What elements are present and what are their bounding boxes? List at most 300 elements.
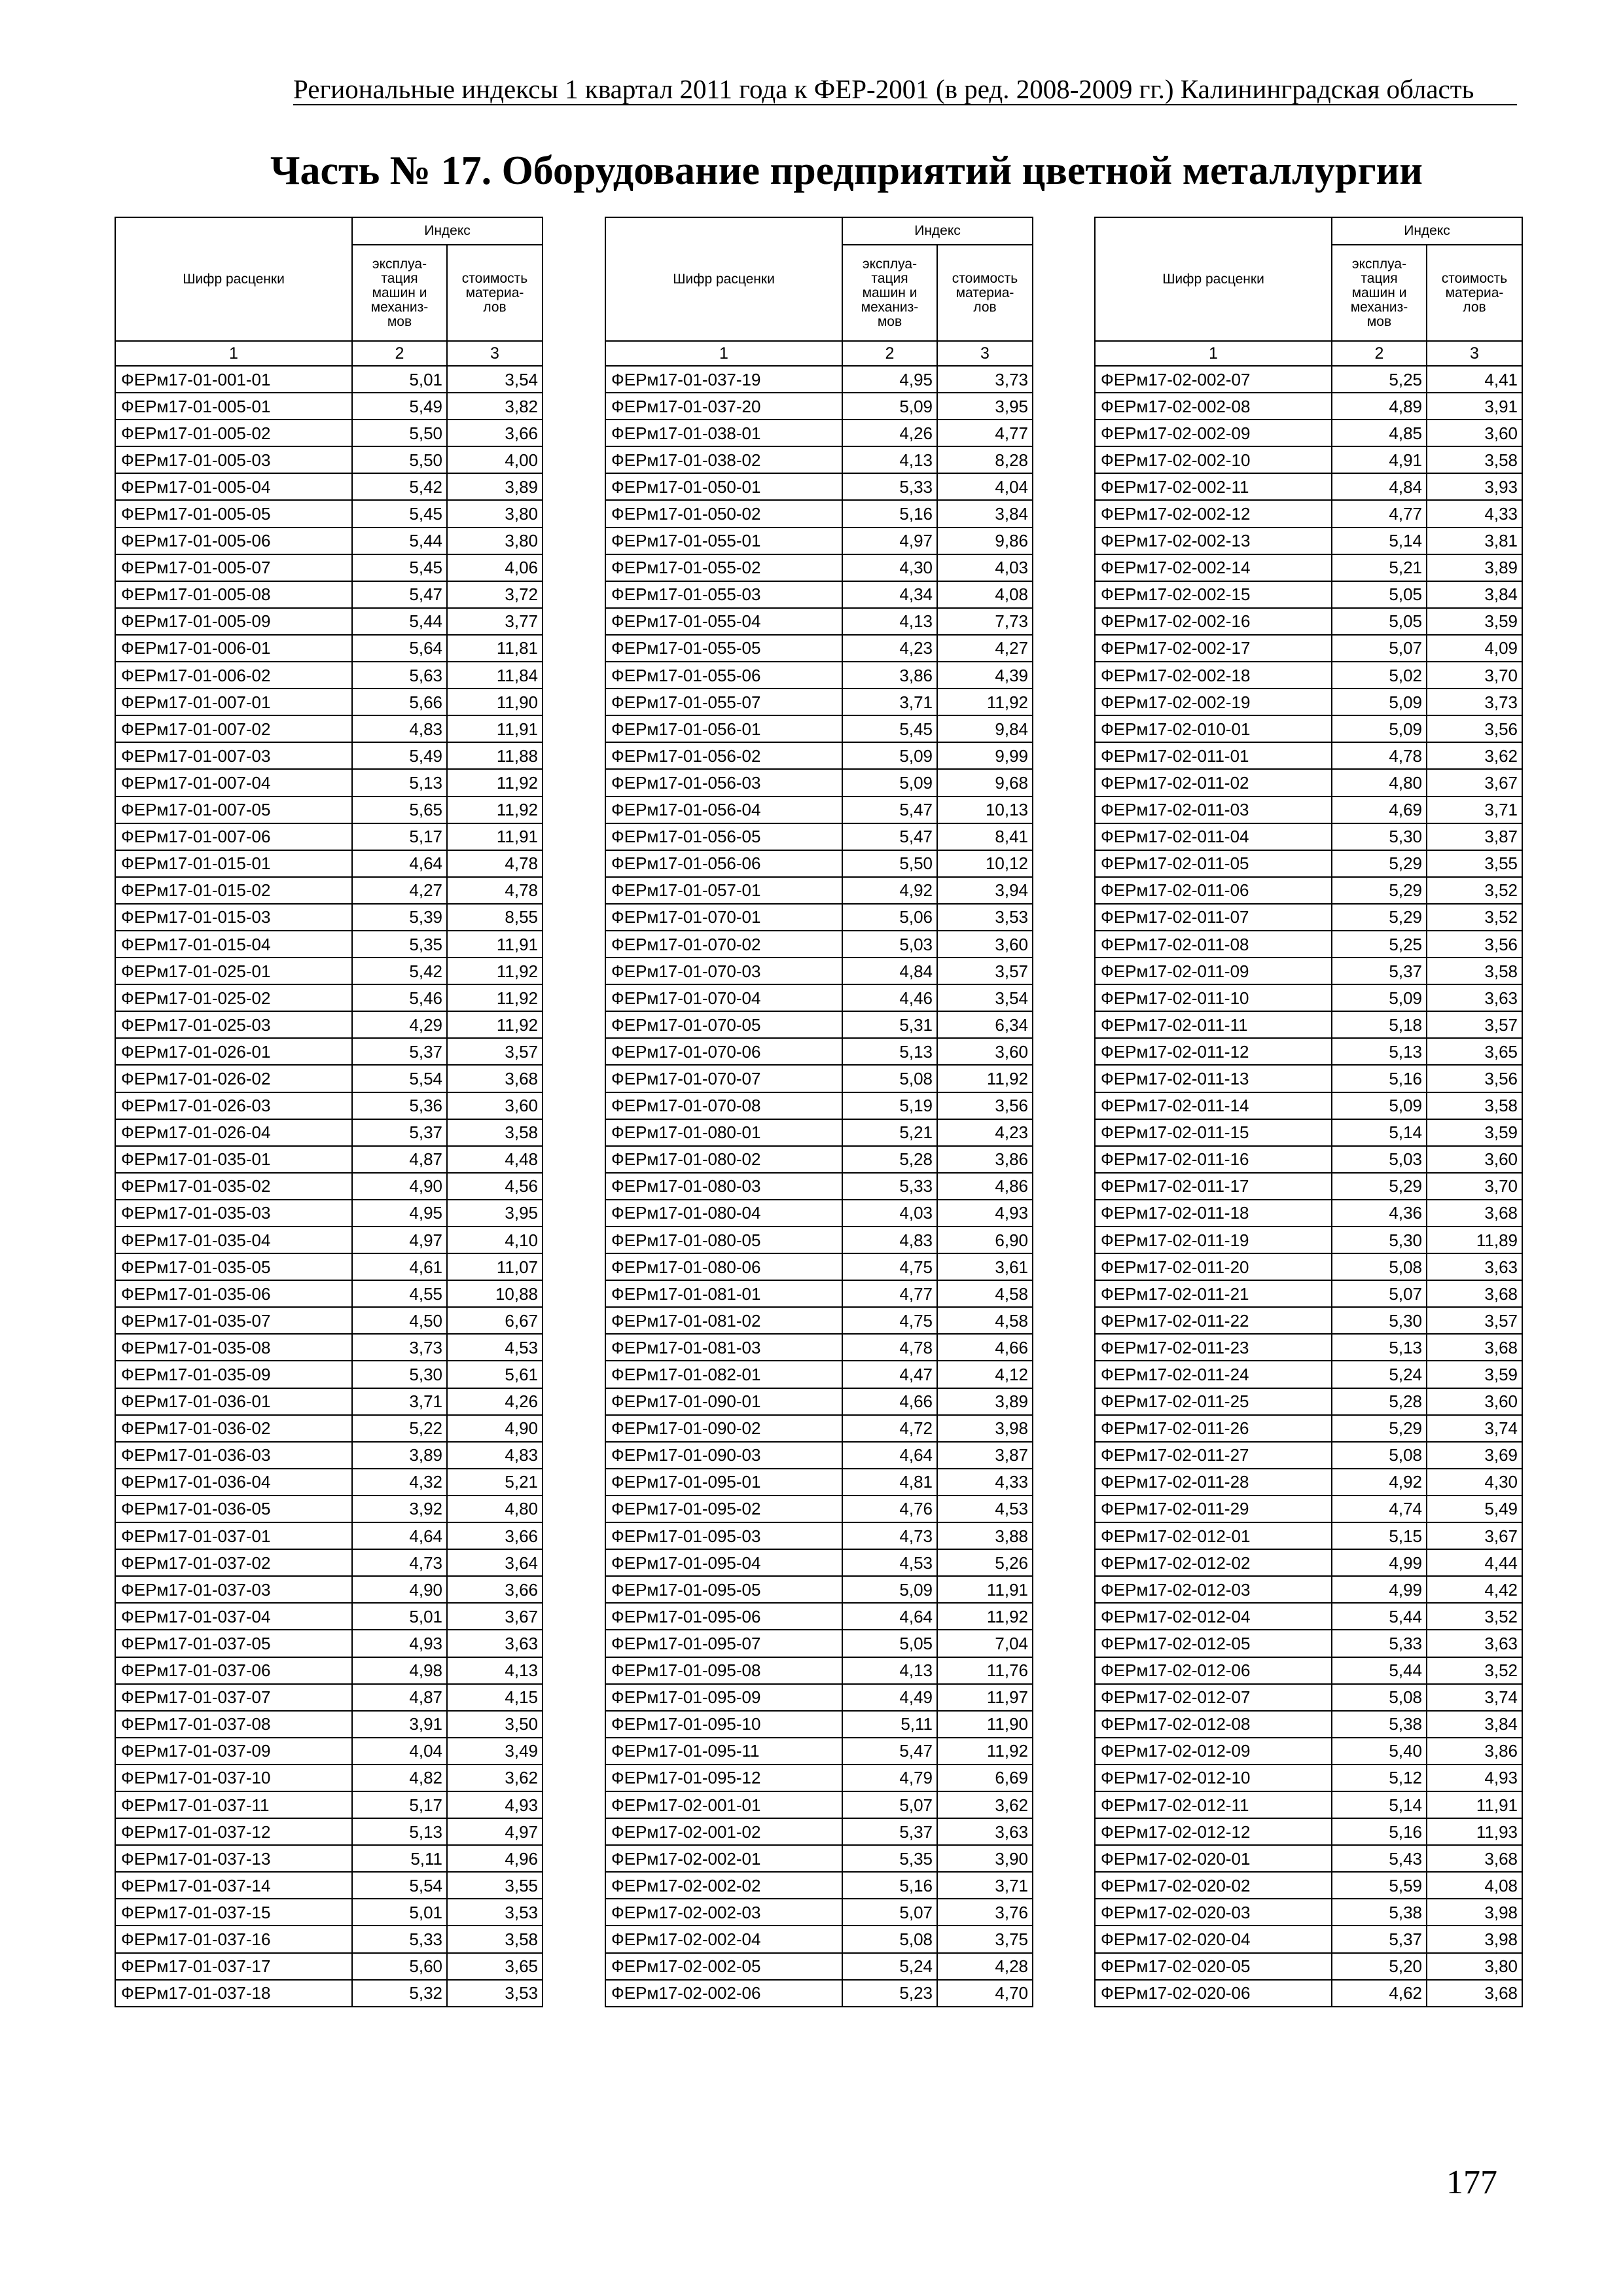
machines-index: 5,47 [352,581,447,608]
rate-code: ФЕРм17-02-002-12 [1095,500,1332,527]
rate-code: ФЕРм17-01-090-01 [605,1388,842,1415]
rate-code: ФЕРм17-02-002-15 [1095,581,1332,608]
materials-index: 3,66 [447,420,543,446]
machines-index: 5,11 [352,1845,447,1872]
rate-code: ФЕРм17-01-005-03 [115,446,352,473]
materials-index: 8,55 [447,904,543,931]
table-row [1095,1899,1522,1926]
rate-code: ФЕРм17-01-095-01 [605,1469,842,1496]
table-row [115,689,543,715]
rate-code: ФЕРм17-02-020-06 [1095,1980,1332,2007]
table-row [115,1173,543,1200]
materials-index: 4,77 [937,420,1033,446]
machines-index: 4,03 [842,1200,937,1227]
materials-index: 3,56 [1427,715,1522,742]
table-row [605,662,1033,689]
materials-index: 9,84 [937,715,1033,742]
machines-index: 5,37 [1332,1926,1427,1952]
machines-index: 5,47 [842,797,937,823]
table-row [1095,715,1522,742]
table-row [115,393,543,420]
machines-index: 5,05 [1332,581,1427,608]
materials-index: 3,57 [447,1038,543,1065]
machines-index: 5,38 [1332,1711,1427,1738]
machines-index: 5,03 [1332,1146,1427,1173]
materials-index: 3,80 [447,500,543,527]
machines-index: 4,81 [842,1469,937,1496]
rate-code: ФЕРм17-01-037-09 [115,1738,352,1765]
machines-index: 5,23 [842,1980,937,2007]
table-row [115,554,543,581]
materials-index: 3,63 [447,1630,543,1657]
machines-index: 5,13 [842,1038,937,1065]
machines-index: 5,37 [1332,958,1427,984]
rate-code: ФЕРм17-01-035-02 [115,1173,352,1200]
machines-index: 5,29 [1332,904,1427,931]
rate-code: ФЕРм17-01-025-02 [115,984,352,1011]
rate-code: ФЕРм17-01-070-02 [605,931,842,958]
machines-index: 5,29 [1332,850,1427,877]
machines-index: 4,78 [842,1334,937,1361]
rate-code: ФЕРм17-02-011-29 [1095,1496,1332,1522]
table-row [115,1092,543,1119]
table-row [115,1630,543,1657]
materials-index: 3,62 [937,1791,1033,1818]
table-row [605,1657,1033,1684]
table-row [115,1845,543,1872]
table-row [605,366,1033,393]
machines-index: 4,34 [842,581,937,608]
materials-index: 3,81 [1427,528,1522,554]
machines-index: 5,40 [1332,1738,1427,1765]
materials-index: 3,58 [1427,446,1522,473]
rate-code: ФЕРм17-02-011-09 [1095,958,1332,984]
table-row [115,1818,543,1845]
rate-code: ФЕРм17-02-002-05 [605,1953,842,1980]
rate-code: ФЕРм17-02-002-01 [605,1845,842,1872]
rate-code: ФЕРм17-02-012-06 [1095,1657,1332,1684]
table-row [605,1845,1033,1872]
table-row [605,1603,1033,1630]
machines-index: 5,66 [352,689,447,715]
materials-index: 3,67 [1427,1522,1522,1549]
table-row [115,608,543,635]
materials-index: 11,07 [447,1253,543,1280]
table-row [115,420,543,446]
machines-index: 5,08 [1332,1253,1427,1280]
table-row [1095,1980,1522,2007]
table-row [605,1496,1033,1522]
rate-code: ФЕРм17-01-037-05 [115,1630,352,1657]
materials-index: 3,52 [1427,877,1522,904]
rate-code: ФЕРм17-01-080-02 [605,1146,842,1173]
machines-index: 5,16 [1332,1818,1427,1845]
rate-code: ФЕРм17-02-012-09 [1095,1738,1332,1765]
machines-index: 4,76 [842,1496,937,1522]
machines-index: 4,79 [842,1765,937,1791]
machines-index: 5,16 [842,1872,937,1899]
materials-index: 8,28 [937,446,1033,473]
rate-code: ФЕРм17-02-011-15 [1095,1119,1332,1146]
rate-code: ФЕРм17-01-095-02 [605,1496,842,1522]
materials-index: 4,42 [1427,1576,1522,1603]
machines-index: 4,78 [1332,742,1427,769]
materials-index: 3,66 [447,1522,543,1549]
materials-index: 4,08 [1427,1872,1522,1899]
machines-index: 4,36 [1332,1200,1427,1227]
rate-code: ФЕРм17-01-007-01 [115,689,352,715]
materials-index: 11,92 [447,769,543,796]
machines-index: 4,84 [842,958,937,984]
materials-index: 3,60 [937,931,1033,958]
rate-code: ФЕРм17-01-037-20 [605,393,842,420]
materials-index: 4,12 [937,1361,1033,1388]
table-row [115,1334,543,1361]
materials-index: 11,92 [447,984,543,1011]
machines-index: 4,83 [352,715,447,742]
machines-index: 4,84 [1332,473,1427,500]
rate-code: ФЕРм17-01-007-04 [115,769,352,796]
rate-code: ФЕРм17-01-056-06 [605,850,842,877]
column-number: 2 [842,341,937,366]
rate-code: ФЕРм17-01-055-03 [605,581,842,608]
rate-code: ФЕРм17-01-055-05 [605,635,842,662]
materials-index: 6,34 [937,1011,1033,1038]
materials-index: 4,41 [1427,366,1522,393]
rate-code: ФЕРм17-01-005-02 [115,420,352,446]
machines-index: 5,54 [352,1065,447,1092]
table-row [605,797,1033,823]
rate-code: ФЕРм17-02-011-17 [1095,1173,1332,1200]
machines-index: 5,03 [842,931,937,958]
machines-index: 5,09 [842,393,937,420]
table-row [605,1711,1033,1738]
table-row [1095,1818,1522,1845]
materials-index: 6,67 [447,1307,543,1334]
materials-index: 3,55 [447,1872,543,1899]
materials-index: 3,68 [1427,1280,1522,1307]
table-row [115,1065,543,1092]
materials-index: 4,96 [447,1845,543,1872]
table-row [115,1603,543,1630]
table-row [115,769,543,796]
machines-index: 5,35 [842,1845,937,1872]
table-row [605,689,1033,715]
table-row [605,742,1033,769]
rate-code: ФЕРм17-01-037-06 [115,1657,352,1684]
rate-code: ФЕРм17-02-011-23 [1095,1334,1332,1361]
materials-index: 3,60 [1427,1146,1522,1173]
rate-code: ФЕРм17-01-001-01 [115,366,352,393]
machines-index: 4,97 [352,1227,447,1253]
machines-index: 4,74 [1332,1496,1427,1522]
materials-index: 4,58 [937,1280,1033,1307]
rate-code: ФЕРм17-02-002-09 [1095,420,1332,446]
table-row [605,904,1033,931]
table-row [605,1926,1033,1952]
materials-index: 4,93 [937,1200,1033,1227]
table-row [115,1899,543,1926]
machines-index: 4,47 [842,1361,937,1388]
rate-code: ФЕРм17-01-080-06 [605,1253,842,1280]
rate-code: ФЕРм17-02-002-02 [605,1872,842,1899]
materials-index: 3,64 [447,1549,543,1576]
header-code: Шифр расценки [115,217,352,341]
materials-index: 4,30 [1427,1469,1522,1496]
machines-index: 5,01 [352,1899,447,1926]
rate-code: ФЕРм17-02-011-02 [1095,769,1332,796]
materials-index: 3,86 [1427,1738,1522,1765]
machines-index: 5,07 [1332,635,1427,662]
column-number: 1 [115,341,352,366]
materials-index: 4,04 [937,473,1033,500]
table-row [605,1119,1033,1146]
materials-index: 4,56 [447,1173,543,1200]
rate-code: ФЕРм17-02-001-02 [605,1818,842,1845]
machines-index: 5,21 [1332,554,1427,581]
table-row [605,1038,1033,1065]
rate-code: ФЕРм17-02-002-08 [1095,393,1332,420]
machines-index: 4,87 [352,1146,447,1173]
table-row [115,1684,543,1711]
machines-index: 5,33 [842,473,937,500]
materials-index: 3,93 [1427,473,1522,500]
column-number: 2 [352,341,447,366]
rate-code: ФЕРм17-01-037-18 [115,1980,352,2007]
table-row [1095,1711,1522,1738]
table-row [605,1253,1033,1280]
materials-index: 3,65 [447,1953,543,1980]
rate-code: ФЕРм17-01-026-02 [115,1065,352,1092]
materials-index: 6,90 [937,1227,1033,1253]
rate-code: ФЕРм17-02-012-07 [1095,1684,1332,1711]
rate-code: ФЕРм17-01-090-03 [605,1442,842,1469]
table-row [605,1227,1033,1253]
materials-index: 3,98 [1427,1899,1522,1926]
table-row [605,877,1033,904]
machines-index: 5,20 [1332,1953,1427,1980]
machines-index: 4,64 [352,1522,447,1549]
rate-code: ФЕРм17-01-055-07 [605,689,842,715]
materials-index: 4,10 [447,1227,543,1253]
materials-index: 4,53 [937,1496,1033,1522]
materials-index: 11,91 [447,823,543,850]
materials-index: 3,75 [937,1926,1033,1952]
materials-index: 4,78 [447,850,543,877]
machines-index: 5,29 [1332,1173,1427,1200]
materials-index: 11,76 [937,1657,1033,1684]
rate-code: ФЕРм17-02-011-16 [1095,1146,1332,1173]
rate-code: ФЕРм17-01-036-05 [115,1496,352,1522]
rate-code: ФЕРм17-01-081-03 [605,1334,842,1361]
materials-index: 6,69 [937,1765,1033,1791]
table-row [1095,1119,1522,1146]
machines-index: 5,17 [352,1791,447,1818]
rate-code: ФЕРм17-01-056-01 [605,715,842,742]
table-row [605,1361,1033,1388]
machines-index: 4,27 [352,877,447,904]
rate-code: ФЕРм17-02-011-20 [1095,1253,1332,1280]
materials-index: 5,21 [447,1469,543,1496]
rate-code: ФЕРм17-01-037-10 [115,1765,352,1791]
header-machines: эксплуа- тация машин и механиз- мов [1332,245,1427,341]
machines-index: 4,53 [842,1549,937,1576]
rate-code: ФЕРм17-02-020-03 [1095,1899,1332,1926]
page-heading: Часть № 17. Оборудование предприятий цветной металлургии [270,149,1423,193]
materials-index: 3,52 [1427,1657,1522,1684]
rate-code: ФЕРм17-01-055-06 [605,662,842,689]
machines-index: 5,28 [1332,1388,1427,1415]
materials-index: 3,49 [447,1738,543,1765]
materials-index: 10,12 [937,850,1033,877]
table-row [1095,1200,1522,1227]
machines-index: 5,08 [842,1926,937,1952]
machines-index: 5,07 [842,1791,937,1818]
table-row [1095,823,1522,850]
table-row [605,581,1033,608]
header-machines: эксплуа- тация машин и механиз- мов [842,245,937,341]
machines-index: 5,08 [1332,1442,1427,1469]
rate-code: ФЕРм17-02-002-07 [1095,366,1332,393]
machines-index: 3,71 [842,689,937,715]
rate-code: ФЕРм17-02-012-02 [1095,1549,1332,1576]
table-row [115,1280,543,1307]
table-row [1095,689,1522,715]
rate-code: ФЕРм17-01-007-06 [115,823,352,850]
rate-code: ФЕРм17-01-035-04 [115,1227,352,1253]
machines-index: 4,46 [842,984,937,1011]
rate-code: ФЕРм17-01-007-05 [115,797,352,823]
index-table-3 [1094,217,1523,2007]
rate-code: ФЕРм17-01-095-08 [605,1657,842,1684]
materials-index: 3,62 [1427,742,1522,769]
machines-index: 4,73 [842,1522,937,1549]
machines-index: 4,87 [352,1684,447,1711]
rate-code: ФЕРм17-02-010-01 [1095,715,1332,742]
table-row [1095,1388,1522,1415]
rate-code: ФЕРм17-01-005-04 [115,473,352,500]
materials-index: 3,67 [1427,769,1522,796]
page-number: 177 [1446,2164,1497,2201]
table-row [115,473,543,500]
machines-index: 4,99 [1332,1576,1427,1603]
rate-code: ФЕРм17-01-015-03 [115,904,352,931]
materials-index: 3,94 [937,877,1033,904]
machines-index: 4,89 [1332,393,1427,420]
rate-code: ФЕРм17-01-037-04 [115,1603,352,1630]
rate-code: ФЕРм17-02-011-27 [1095,1442,1332,1469]
machines-index: 5,35 [352,931,447,958]
materials-index: 3,62 [447,1765,543,1791]
rate-code: ФЕРм17-01-080-04 [605,1200,842,1227]
machines-index: 4,99 [1332,1549,1427,1576]
materials-index: 11,91 [447,715,543,742]
materials-index: 3,54 [447,366,543,393]
rate-code: ФЕРм17-02-001-01 [605,1791,842,1818]
table-row [115,742,543,769]
rate-code: ФЕРм17-01-006-01 [115,635,352,662]
rate-code: ФЕРм17-01-037-08 [115,1711,352,1738]
machines-index: 5,39 [352,904,447,931]
rate-code: ФЕРм17-01-055-01 [605,528,842,554]
rate-code: ФЕРм17-02-011-06 [1095,877,1332,904]
machines-index: 5,28 [842,1146,937,1173]
table-row [1095,500,1522,527]
table-row [115,715,543,742]
rate-code: ФЕРм17-02-011-22 [1095,1307,1332,1334]
rate-code: ФЕРм17-01-036-02 [115,1415,352,1442]
machines-index: 4,82 [352,1765,447,1791]
rate-code: ФЕРм17-02-020-04 [1095,1926,1332,1952]
column-number: 3 [937,341,1033,366]
machines-index: 5,30 [1332,823,1427,850]
table-row [115,1576,543,1603]
rate-code: ФЕРм17-01-056-05 [605,823,842,850]
machines-index: 5,19 [842,1092,937,1119]
machines-index: 5,08 [1332,1684,1427,1711]
materials-index: 5,61 [447,1361,543,1388]
machines-index: 5,31 [842,1011,937,1038]
materials-index: 3,57 [1427,1307,1522,1334]
table-row [605,1307,1033,1334]
table-row [605,1953,1033,1980]
rate-code: ФЕРм17-02-002-04 [605,1926,842,1952]
rate-code: ФЕРм17-02-011-08 [1095,931,1332,958]
rate-code: ФЕРм17-01-015-01 [115,850,352,877]
table-row [1095,393,1522,420]
rate-code: ФЕРм17-01-095-12 [605,1765,842,1791]
rate-code: ФЕРм17-01-037-19 [605,366,842,393]
materials-index: 3,72 [447,581,543,608]
table-row [115,1119,543,1146]
materials-index: 3,66 [447,1576,543,1603]
rate-code: ФЕРм17-01-025-01 [115,958,352,984]
table-row [1095,1469,1522,1496]
machines-index: 5,09 [1332,715,1427,742]
machines-index: 4,04 [352,1738,447,1765]
materials-index: 11,84 [447,662,543,689]
rate-code: ФЕРм17-01-090-02 [605,1415,842,1442]
table-row [1095,1415,1522,1442]
table-row [115,1011,543,1038]
table-row [1095,366,1522,393]
rate-code: ФЕРм17-01-007-03 [115,742,352,769]
machines-index: 5,16 [1332,1065,1427,1092]
materials-index: 4,80 [447,1496,543,1522]
machines-index: 5,09 [1332,689,1427,715]
machines-index: 5,13 [352,769,447,796]
table-row [1095,1872,1522,1899]
rate-code: ФЕРм17-01-070-01 [605,904,842,931]
rate-code: ФЕРм17-02-012-08 [1095,1711,1332,1738]
machines-index: 4,92 [1332,1469,1427,1496]
table-row [1095,1038,1522,1065]
rate-code: ФЕРм17-02-002-13 [1095,528,1332,554]
column-number: 3 [1427,341,1522,366]
materials-index: 3,56 [937,1092,1033,1119]
rate-code: ФЕРм17-02-011-26 [1095,1415,1332,1442]
table-row [605,1738,1033,1765]
materials-index: 3,68 [1427,1200,1522,1227]
rate-code: ФЕРм17-02-011-04 [1095,823,1332,850]
materials-index: 3,91 [1427,393,1522,420]
materials-index: 3,60 [1427,420,1522,446]
materials-index: 4,90 [447,1415,543,1442]
rate-code: ФЕРм17-02-012-12 [1095,1818,1332,1845]
machines-index: 4,13 [842,608,937,635]
rate-code: ФЕРм17-02-011-18 [1095,1200,1332,1227]
machines-index: 4,64 [842,1442,937,1469]
